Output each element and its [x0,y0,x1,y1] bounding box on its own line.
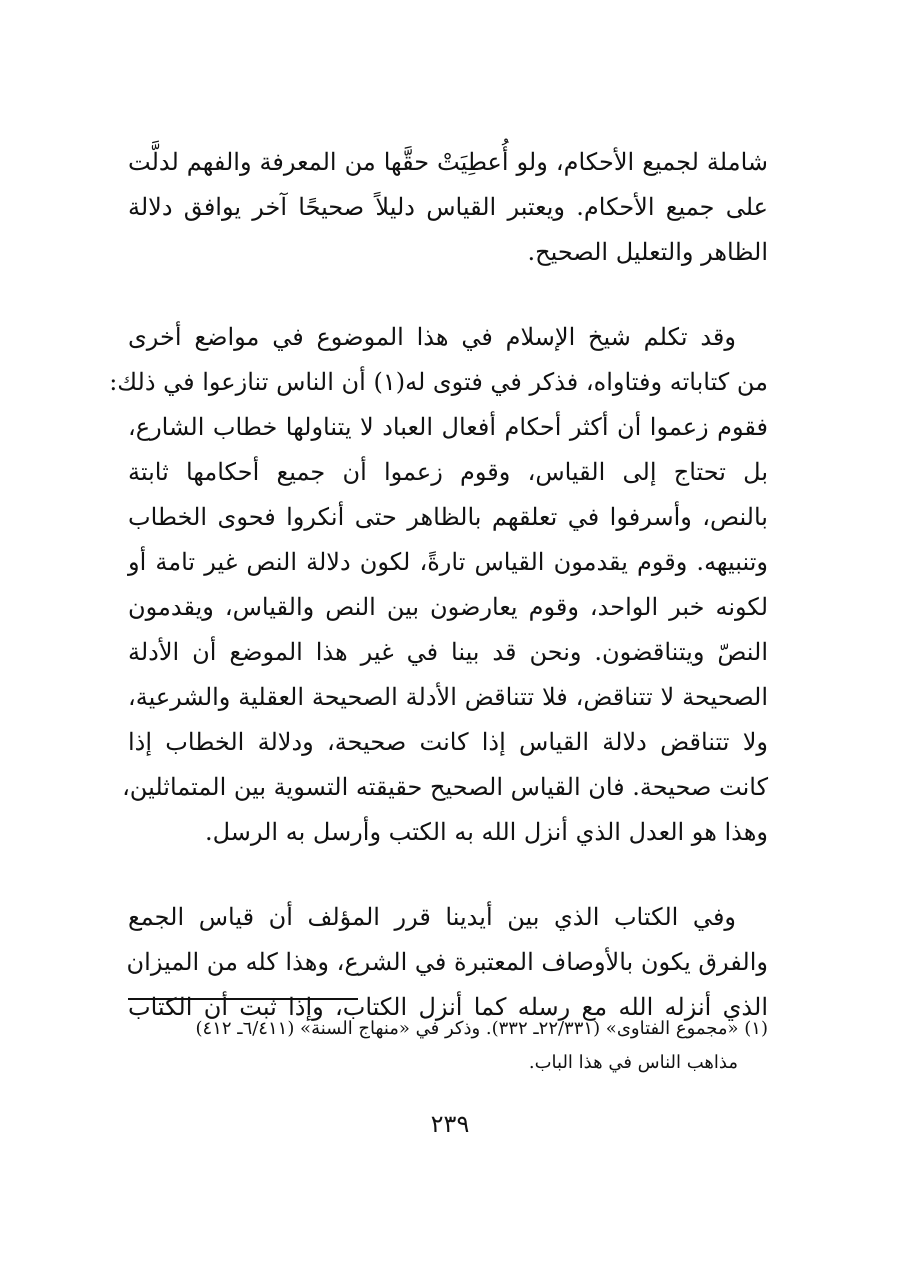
main-text [109,140,768,1030]
paragraph-1 [128,140,768,275]
text-line: النصّ ويتناقضون. ونحن قد بينا في غير هذا الموضع أن الأدلة [128,638,768,666]
text-line: فقوم زعموا أن أكثر أحكام أفعال العباد لا يتناولها خطاب الشارع، [128,413,768,441]
text-line: الذي أنزله الله مع رسله كما أنزل الكتاب، وإذا ثبت أن الكتاب [128,993,768,1021]
footnotes [128,1012,768,1080]
text-line: وتنبيهه. وقوم يقدمون القياس تارةً، لكون دلالة النص غير تامة أو [128,548,768,576]
text-line: بالنص، وأسرفوا في تعلقهم بالظاهر حتى أنكروا فحوى الخطاب [128,503,768,531]
text-line: وفي الكتاب الذي بين أيدينا قرر المؤلف أن قياس الجمع [128,903,736,931]
text-line: وهذا هو العدل الذي أنزل الله به الكتب وأرسل به الرسل. [204,818,768,846]
paragraph-2 [109,315,768,855]
text-line: كانت صحيحة. فان القياس الصحيح حقيقته التسوية بين المتماثلين، [122,773,768,801]
footnote-line: مذاهب الناس في هذا الباب. [528,1052,738,1073]
text-line: بل تحتاج إلى القياس، وقوم زعموا أن جميع أحكامها ثابتة [128,458,768,486]
text-line: والفرق يكون بالأوصاف المعتبرة في الشرع، وهذا كله من الميزان [126,948,768,976]
page-number: ٢٣٩ [430,1110,470,1138]
text-line: الظاهر والتعليل الصحيح. [527,238,768,266]
footnote-line: (١) «مجموع الفتاوى» (٢٢/٣٣١ـ ٣٣٢). وذكر في «منهاج السنة» (٦/٤١١ـ ٤١٢) [195,1018,768,1039]
footnote-divider [128,998,358,1000]
text-line: من كتاباته وفتاواه، فذكر في فتوى له(١) أن الناس تنازعوا في ذلك: [109,368,768,396]
text-line: على جميع الأحكام. ويعتبر القياس دليلاً صحيحًا آخر يوافق دلالة [128,193,768,221]
text-line: الصحيحة لا تتناقض، فلا تتناقض الأدلة الصحيحة العقلية والشرعية، [128,683,768,711]
text-line: شاملة لجميع الأحكام، ولو أُعطِيَتْ حقَّها من المعرفة والفهم لدلَّت [128,148,768,176]
text-line: ولا تتناقض دلالة القياس إذا كانت صحيحة، ودلالة الخطاب إذا [128,728,768,756]
text-line: لكونه خبر الواحد، وقوم يعارضون بين النص والقياس، ويقدمون [128,593,768,621]
text-line: وقد تكلم شيخ الإسلام في هذا الموضوع في مواضع أخرى [128,323,736,351]
paragraph-3 [128,895,768,1030]
